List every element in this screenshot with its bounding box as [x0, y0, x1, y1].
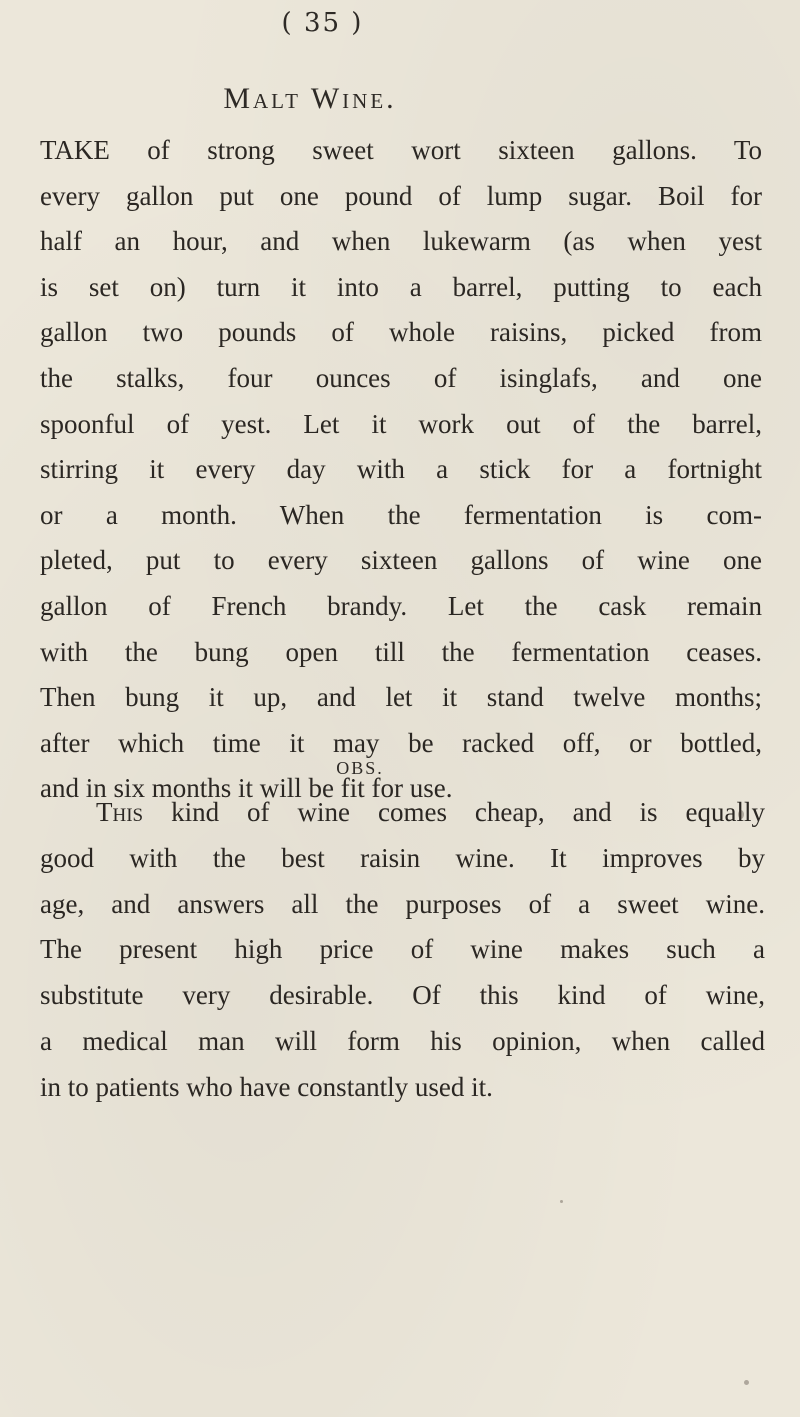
text-line: gallon two pounds of whole raisins, picked from	[40, 317, 762, 348]
text-line: after which time it may be racked off, or bottled,	[40, 727, 762, 758]
text-line: spoonful of yest. Let it work out of the barrel,	[40, 408, 762, 439]
text-line: age, and answers all the purposes of a sweet wine.	[40, 888, 765, 919]
text-line: Then bung it up, and let it stand twelve months;	[40, 682, 762, 713]
text-line: with the bung open till the fermentation ceases.	[40, 636, 762, 667]
first-word: This	[96, 797, 144, 827]
text-line-rest: kind of wine comes cheap, and is equally	[143, 797, 765, 827]
text-line: is set on) turn it into a barrel, putting to each	[40, 271, 762, 302]
page-number: ( 35 )	[281, 8, 364, 38]
text-line: and in six months it will be fit for use.	[40, 773, 453, 804]
text-line: or a month. When the fermentation is com-	[40, 499, 762, 530]
text-line	[40, 790, 765, 836]
text-line: every gallon put one pound of lump sugar. Boil for	[40, 180, 762, 211]
paper-speck	[560, 1200, 563, 1203]
text-line: the stalks, four ounces of isinglafs, and one	[40, 362, 762, 393]
recipe-title: Malt Wine.	[223, 82, 397, 115]
text-line: TAKE of strong sweet wort sixteen gallons. To	[40, 135, 762, 165]
text-line: pleted, put to every sixteen gallons of wine one	[40, 545, 762, 576]
paper-speck	[744, 1380, 749, 1385]
obs-heading: OBS.	[336, 758, 384, 778]
text-line: good with the best raisin wine. It improves by	[40, 842, 765, 873]
text-line: stirring it every day with a stick for a fortnight	[40, 454, 762, 485]
text-line: substitute very desirable. Of this kind of wine,	[40, 980, 765, 1011]
text-line: gallon of French brandy. Let the cask remain	[40, 590, 762, 621]
text-line: half an hour, and when lukewarm (as when yest	[40, 226, 762, 257]
text-line: in to patients who have constantly used it.	[40, 1071, 493, 1102]
recipe-paragraph	[40, 128, 762, 812]
paper-speck	[738, 810, 744, 819]
text-line: a medical man will form his opinion, when called	[40, 1025, 765, 1056]
observation-paragraph	[40, 790, 765, 1111]
text-line: The present high price of wine makes such a	[40, 934, 765, 965]
